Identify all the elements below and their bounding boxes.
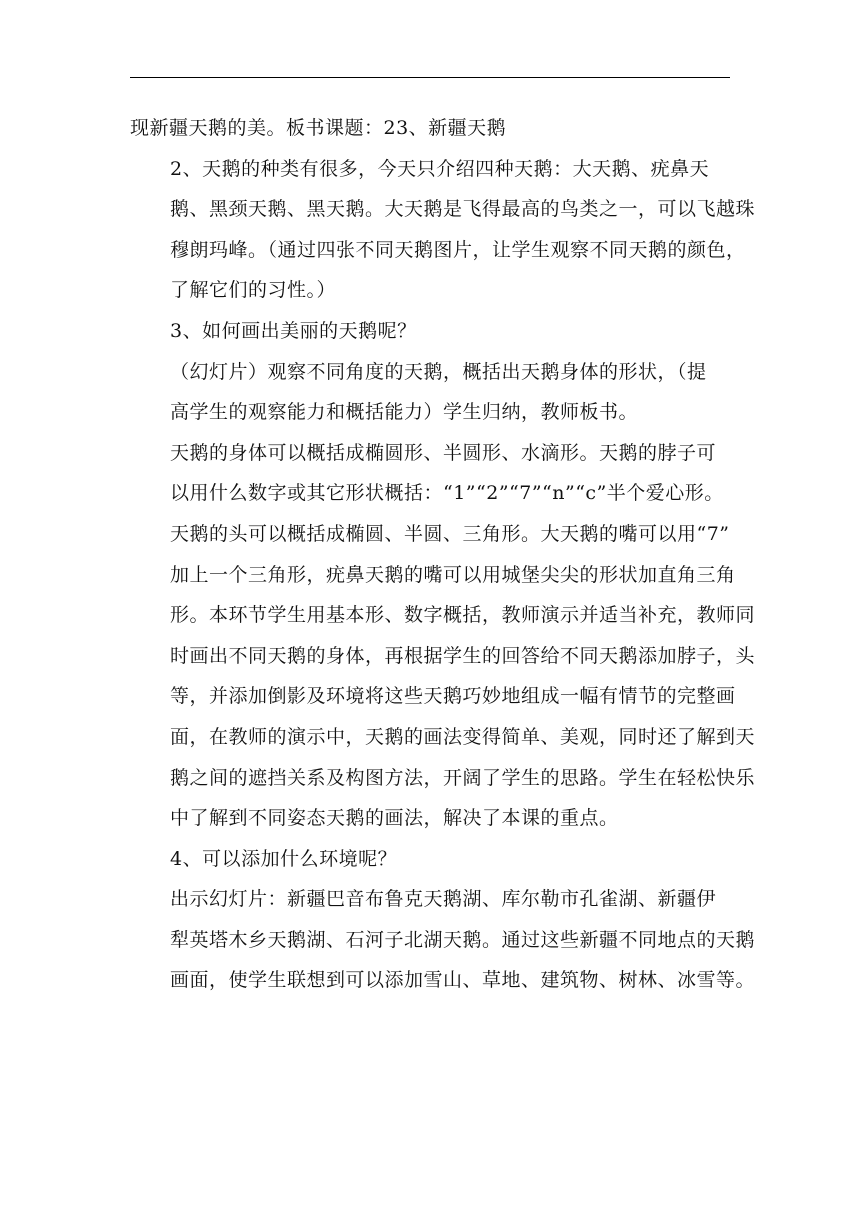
text-line: 时画出不同天鹅的身体，再根据学生的回答给不同天鹅添加脖子，头 [170,644,756,667]
text-line: 鹅、黑颈天鹅、黑天鹅。大天鹅是飞得最高的鸟类之一，可以飞越珠 [170,198,756,221]
paragraph-intro-end [130,108,730,149]
text-line: 以用什么数字或其它形状概括：“1”“2”“7”“n”“c”半个爱心形。 [170,482,724,505]
text-line: 犁英塔木乡天鹅湖、石河子北湖天鹅。通过这些新疆不同地点的天鹅 [170,928,756,951]
text-line: 画面，使学生联想到可以添加雪山、草地、建筑物、树林、冰雪等。 [170,969,756,992]
text-line: 形。本环节学生用基本形、数字概括，教师演示并适当补充，教师同 [170,604,756,627]
paragraph-how-to-draw [130,311,730,352]
paragraph-slides-locations [130,879,756,1001]
text-line: 等，并添加倒影及环境将这些天鹅巧妙地组成一幅有情节的完整画 [170,685,736,708]
text-line: 穆朗玛峰。（通过四张不同天鹅图片，让学生观察不同天鹅的颜色， [170,238,746,261]
paragraph-body-shapes [130,433,756,839]
text-line: 现新疆天鹅的美。板书课题：23、新疆天鹅 [130,117,507,139]
text-line: 出示幻灯片：新疆巴音布鲁克天鹅湖、库尔勒市孔雀湖、新疆伊 [170,888,717,911]
text-line: 2、天鹅的种类有很多，今天只介绍四种天鹅：大天鹅、疣鼻天 [170,157,710,180]
paragraph-slides-observe [130,352,730,433]
text-line: 4、可以添加什么环境呢？ [170,847,398,870]
text-line: 天鹅的身体可以概括成椭圆形、半圆形、水滴形。天鹅的脖子可 [170,441,717,464]
text-line: 加上一个三角形，疣鼻天鹅的嘴可以用城堡尖尖的形状加直角三角 [170,563,736,586]
text-line: 天鹅的头可以概括成椭圆、半圆、三角形。大天鹅的嘴可以用“7” [170,522,730,545]
text-line: 了解它们的习性。） [170,279,337,302]
document-body [130,108,756,1001]
text-line: 面，在教师的演示中，天鹅的画法变得简单、美观，同时还了解到天 [170,725,756,748]
paragraph-environment-question [130,839,730,880]
text-line: 中了解到不同姿态天鹅的画法，解决了本课的重点。 [170,807,619,830]
text-line: 鹅之间的遮挡关系及构图方法，开阔了学生的思路。学生在轻松快乐 [170,766,756,789]
text-line: （幻灯片）观察不同角度的天鹅，概括出天鹅身体的形状，（提 [170,360,707,383]
paragraph-swan-types [130,149,756,311]
header-rule [130,77,730,78]
text-line: 高学生的观察能力和概括能力）学生归纳，教师板书。 [170,401,639,424]
text-line: 3、如何画出美丽的天鹅呢？ [170,319,417,342]
